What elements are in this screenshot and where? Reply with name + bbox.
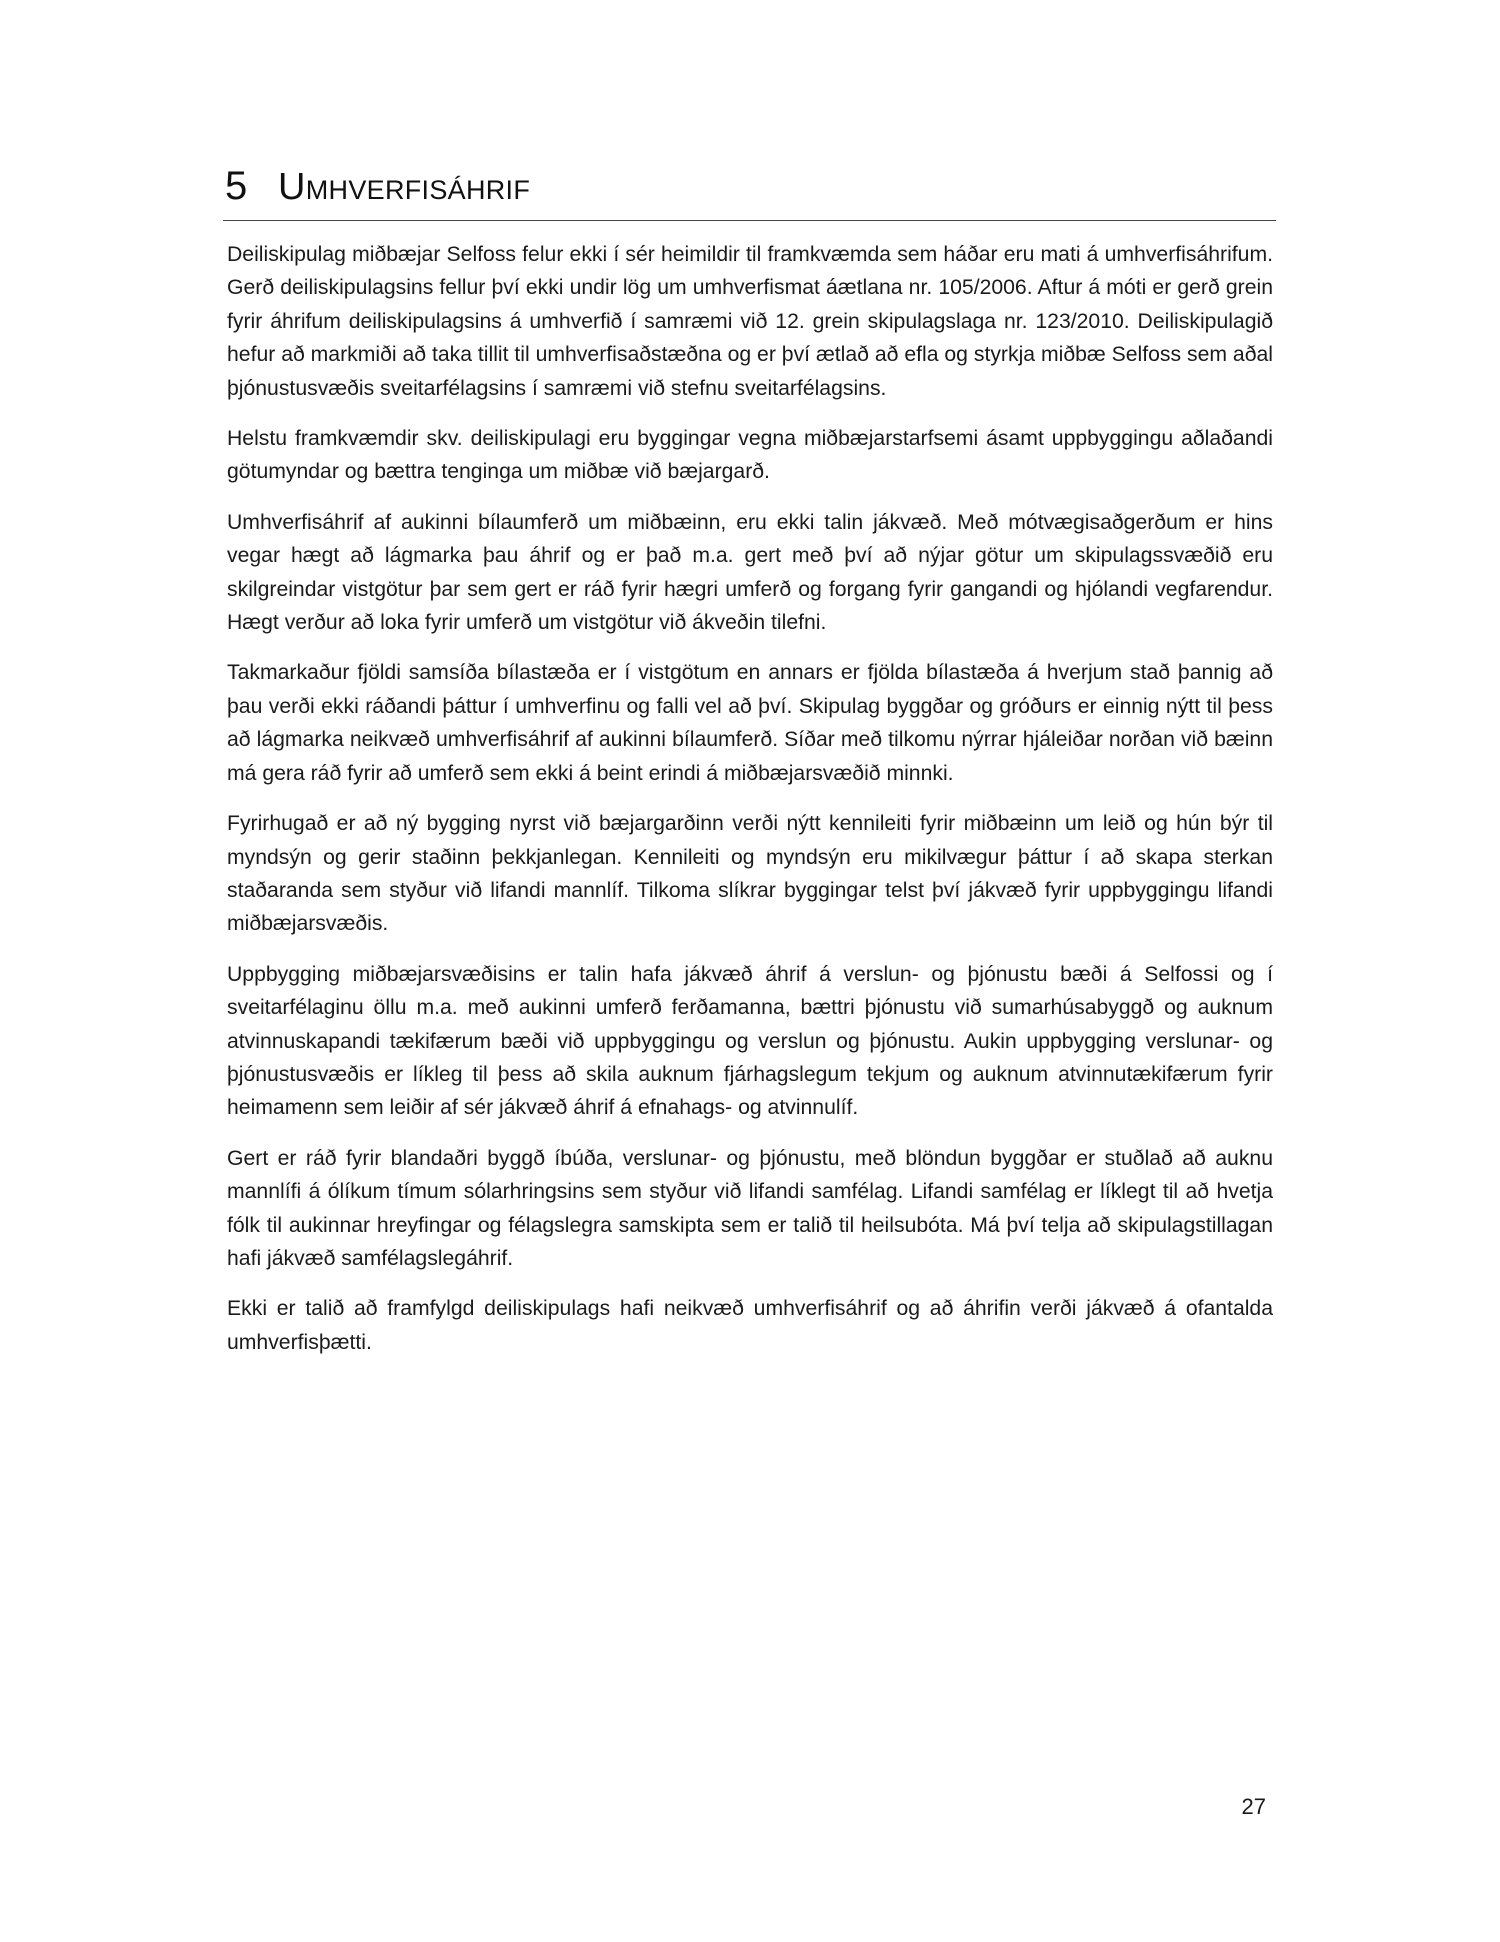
paragraph-7: Gert er ráð fyrir blandaðri byggð íbúða, verslunar- og þjónustu, með blöndun byggðar er stuðlað að auknu mannlífi á ólíkum tímum sólarhringsins sem styður við lifandi samfélag. Lifandi samfélag er líklegt til að hvetja fólk til aukinnar hreyfingar og félagslegra samskipta sem er talið til heilsubóta. Má því telja að skipulagstillagan hafi jákvæð samfélagslegáhrif. (227, 1146, 1273, 1270)
paragraph-3: Umhverfisáhrif af aukinni bílaumferð um miðbæinn, eru ekki talin jákvæð. Með mótvægisaðgerðum er hins vegar hægt að lágmarka þau áhrif og er það m.a. gert með því að nýjar götur um skipulagssvæðið eru skilgreindar vistgötur þar sem gert er ráð fyrir hægri umferð og forgang fyrir gangandi og hjólandi vegfarendur. Hægt verður að loka fyrir umferð um vistgötur við ákveðin tilefni. (227, 510, 1273, 635)
paragraph-1: Deiliskipulag miðbæjar Selfoss felur ekki í sér heimildir til framkvæmda sem háðar eru mati á umhverfisáhrifum. Gerð deiliskipulagsins fellur því ekki undir lög um umhverfismat áætlana nr. 105/2006. Aftur á móti er gerð grein fyrir áhrifum deiliskipulagsins á umhverfið í samræmi við 12. grein skipulagslaga nr. 123/2010. Deiliskipulagið hefur að markmiði að taka tillit til umhverfisaðstæðna og er því ætlað að efla og styrkja miðbæ Selfoss sem aðal þjónustusvæðis sveitarfélagsins í samræmi við stefnu sveitarfélagsins. (227, 243, 1273, 400)
paragraph-8: Ekki er talið að framfylgd deiliskipulags hafi neikvæð umhverfisáhrif og að áhrifin verði jákvæð á ofantalda umhverfisþætti. (227, 1297, 1273, 1354)
section-title: Umhverfisáhrif (278, 166, 531, 208)
paragraph-4: Takmarkaður fjöldi samsíða bílastæða er í vistgötum en annars er fjölda bílastæða á hverjum stað þannig að þau verði ekki ráðandi þáttur í umhverfinu og falli vel að því. Skipulag byggðar og gróðurs er einnig nýtt til þess að lágmarka neikvæð umhverfisáhrif af aukinni bílaumferð. Síðar með tilkomu nýrrar hjáleiðar norðan við bæinn má gera ráð fyrir að umferð sem ekki á beint erindi á miðbæjarsvæðið minnki. (227, 661, 1273, 785)
paragraph-5: Fyrirhugað er að ný bygging nyrst við bæjargarðinn verði nýtt kennileiti fyrir miðbæinn um leið og hún býr til myndsýn og gerir staðinn þekkjanlegan. Kennileiti og myndsýn eru mikilvægur þáttur í að skapa sterkan staðaranda sem styður við lifandi mannlíf. Tilkoma slíkrar byggingar telst því jákvæð fyrir uppbyggingu lifandi miðbæjarsvæðis. (227, 812, 1273, 936)
paragraph-6: Uppbygging miðbæjarsvæðisins er talin hafa jákvæð áhrif á verslun- og þjónustu bæði á Selfossi og í sveitarfélaginu öllu m.a. með aukinni umferð ferðamanna, bættri þjónustu við sumarhúsabyggð og auknum atvinnuskapandi tækifærum bæði við uppbyggingu og verslun og þjónustu. Aukin uppbygging verslunar- og þjónustusvæðis er líkleg til þess að skila auknum fjárhagslegum tekjum og auknum atvinnutækifærum fyrir heimamenn sem leiðir af sér jákvæð áhrif á efnahags- og atvinnulíf. (227, 962, 1273, 1120)
page-number: 27 (1241, 1794, 1266, 1819)
heading-rule (223, 220, 1276, 221)
section-heading (225, 164, 1275, 209)
body-text (227, 238, 1273, 1376)
section-number: 5 (225, 164, 248, 208)
paragraph-2: Helstu framkvæmdir skv. deiliskipulagi eru byggingar vegna miðbæjarstarfsemi ásamt uppbyggingu aðlaðandi götumyndar og bættra tenginga um miðbæ við bæjargarð. (227, 427, 1273, 484)
